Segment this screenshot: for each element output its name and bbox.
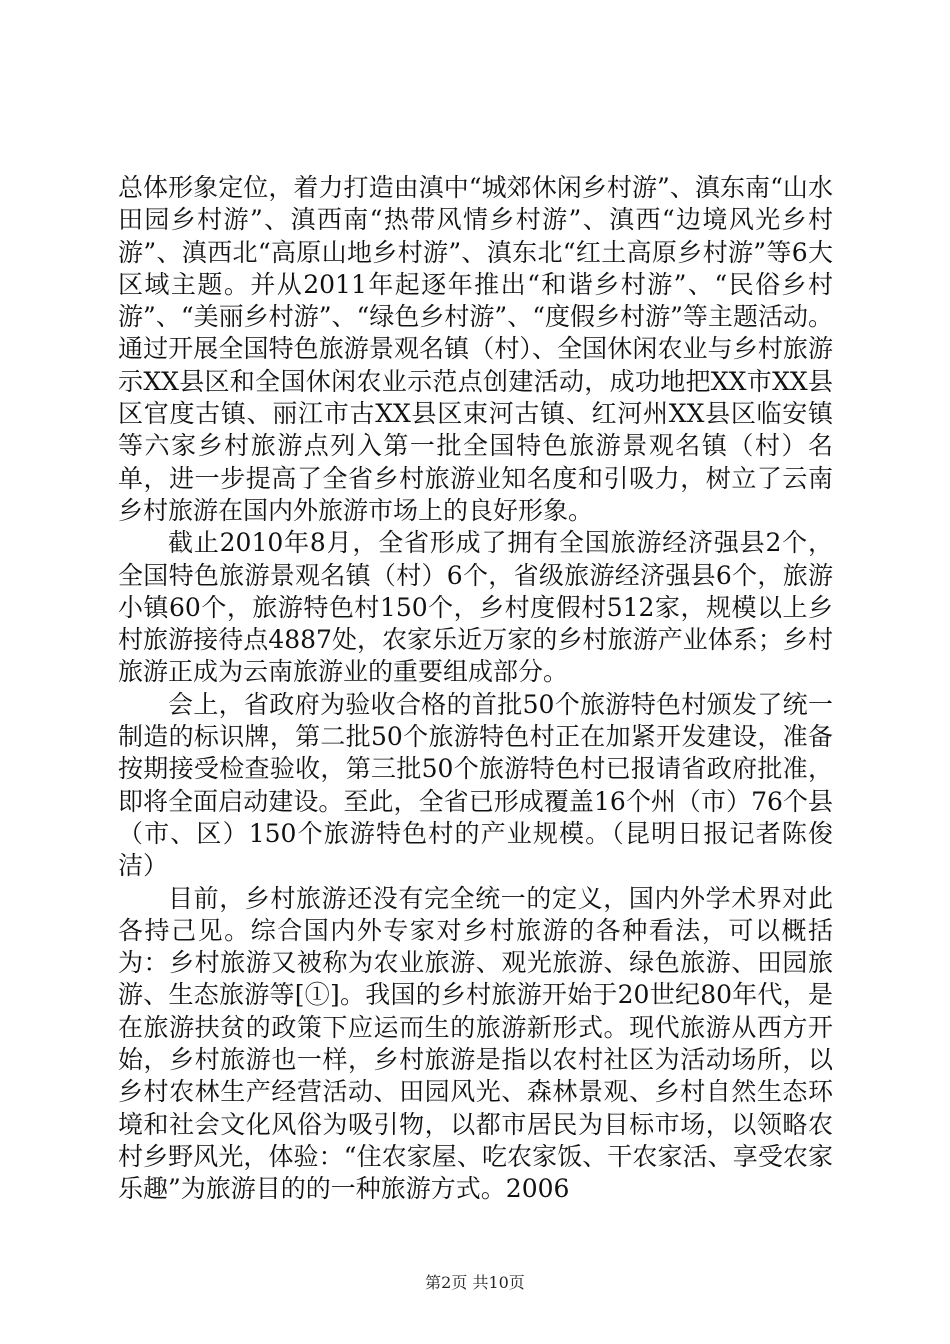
page-footer: 第2页 共10页 bbox=[425, 1273, 525, 1292]
paragraph-2: 截止2010年8月，全省形成了拥有全国旅游经济强县2个，全国特色旅游景观名镇（村）6个，省级旅游经济强县6个，旅游小镇60个，旅游特色村150个，乡村度假村512家，规模以上乡村旅游接待点4887处，农家乐近万家的乡村旅游产业体系；乡村旅游正成为云南旅游业的重要组成部分。 bbox=[118, 528, 833, 687]
paragraph-3: 会上，省政府为验收合格的首批50个旅游特色村颁发了统一制造的标识牌，第二批50个旅游特色村正在加紧开发建设，准备按期接受检查验收，第三批50个旅游特色村已报请省政府批准，即将全面启动建设。至此，全省已形成覆盖16个州（市）76个县（市、区）150个旅游特色村的产业规模。（昆明日报记者陈俊洁） bbox=[118, 689, 833, 881]
paragraph-1: 总体形象定位，着力打造由滇中“城郊休闲乡村游”、滇东南“山水田园乡村游”、滇西南“热带风情乡村游”、滇西“边境风光乡村游”、滇西北“高原山地乡村游”、滇东北“红土高原乡村游”等6大区域主题。并从2011年起逐年推出“和谐乡村游”、“民俗乡村游”、“美丽乡村游”、“绿色乡村游”、“度假乡村游”等主题活动。通过开展全国特色旅游景观名镇（村）、全国休闲农业与乡村旅游示XX县区和全国休闲农业示范点创建活动，成功地把XX市XX县区官度古镇、丽江市古XX县区束河古镇、红河州XX县区临安镇等六家乡村旅游点列入第一批全国特色旅游景观名镇（村）名单，进一步提高了全省乡村旅游业知名度和引吸力，树立了云南乡村旅游在国内外旅游市场上的良好形象。 bbox=[118, 173, 833, 525]
document-body bbox=[118, 172, 833, 1206]
paragraph-4: 目前，乡村旅游还没有完全统一的定义，国内外学术界对此各持己见。综合国内外专家对乡村旅游的各种看法，可以概括为：乡村旅游又被称为农业旅游、观光旅游、绿色旅游、田园旅游、生态旅游等[①]。我国的乡村旅游开始于20世纪80年代，是在旅游扶贫的政策下应运而生的旅游新形式。现代旅游从西方开始，乡村旅游也一样，乡村旅游是指以农村社区为活动场所，以乡村农林生产经营活动、田园风光、森林景观、乡村自然生态环境和社会文化风俗为吸引物，以都市居民为目标市场，以领略农村乡野风光，体验：“住农家屋、吃农家饭、干农家活、享受农家乐趣”为旅游目的的一种旅游方式。2006 bbox=[118, 883, 833, 1204]
